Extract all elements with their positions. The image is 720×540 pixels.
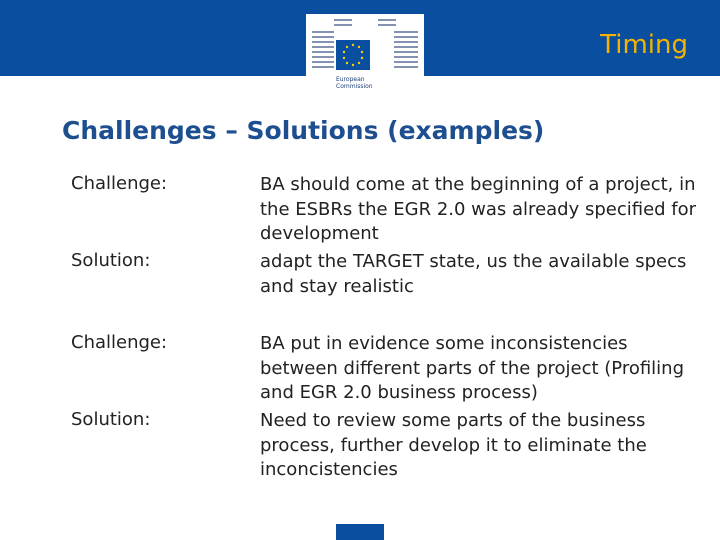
- european-commission-logo: [306, 14, 424, 100]
- berlaymont-building-icon: [306, 14, 424, 76]
- page-title: Challenges – Solutions (examples): [62, 116, 545, 145]
- logo-text: [336, 76, 373, 90]
- footer-bar: [336, 524, 384, 540]
- solution-text-2: Need to review some parts of the business process, further develop it to eliminate the inconcistencies: [260, 410, 647, 480]
- logo-text-line1: European: [336, 76, 365, 83]
- challenge-text-2: BA put in evidence some inconsistencies between different parts of the project (Profiling and EGR 2.0 business process): [260, 333, 685, 403]
- challenge-label-1: Challenge:: [71, 173, 168, 194]
- solution-text-1: adapt the TARGET state, us the available specs and stay realistic: [260, 251, 687, 297]
- logo-text-line2: Commission: [336, 83, 373, 90]
- challenge-label-2: Challenge:: [71, 332, 168, 353]
- challenge-text-1: BA should come at the beginning of a project, in the ESBRs the EGR 2.0 was already specified for development: [260, 174, 697, 244]
- header-title: Timing: [600, 30, 688, 60]
- solution-label-2: Solution:: [71, 409, 151, 430]
- solution-label-1: Solution:: [71, 250, 151, 271]
